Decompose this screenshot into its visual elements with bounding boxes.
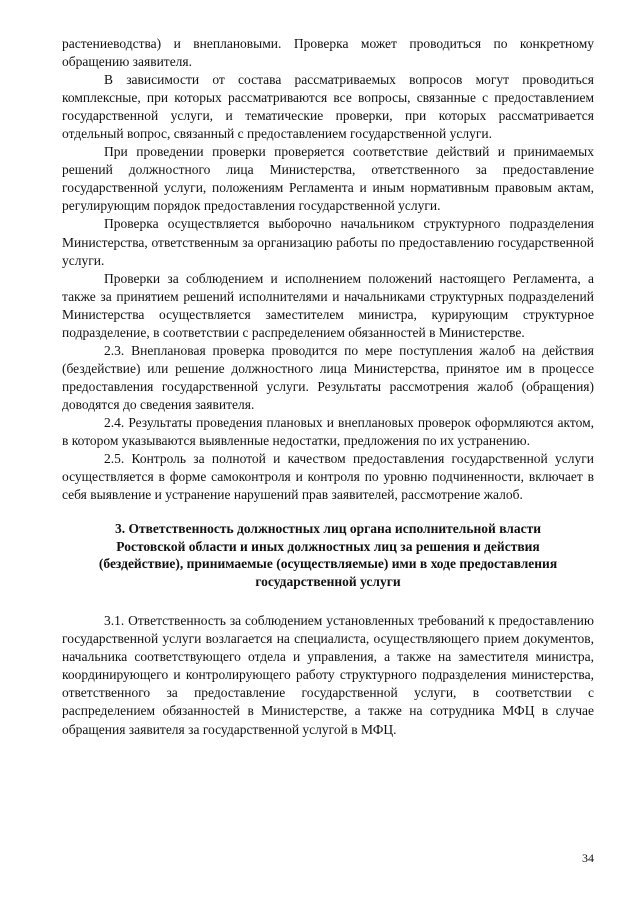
section-heading-line: государственной услуги (255, 573, 401, 589)
paragraph: растениеводства) и внеплановыми. Проверка может проводиться по конкретному обращению заявителя. (62, 36, 594, 70)
paragraph: В зависимости от состава рассматриваемых вопросов могут проводиться комплексные, при которых рассматриваются все вопросы, связанные с предоставлением государственной услуги, и тематические проверки, при которых рассматривается отдельный вопрос, связанный с предоставлением государственной услуги. (62, 72, 594, 142)
paragraph: Проверки за соблюдением и исполнением положений настоящего Регламента, а также за принятием решений исполнителями и начальниками структурных подразделений Министерства осуществляется заместителем министра, курирующим структурное подразделение, в соответствии с распределением обязанностей в Министерстве. (62, 270, 594, 340)
section-heading-line: Ростовской области и иных должностных лиц за решения и действия (116, 538, 540, 554)
section-heading (62, 520, 594, 590)
paragraph: 2.5. Контроль за полнотой и качеством предоставления государственной услуги осуществляется в форме самоконтроля и контроля по уровню подчиненности, включает в себя выявление и устранение нарушений прав заявителей, рассмотрение жалоб. (62, 451, 594, 503)
document-body (62, 35, 594, 739)
paragraph: 2.3. Внеплановая проверка проводится по мере поступления жалоб на действия (бездействие) или решение должностного лица Министерства, принятое им в процессе предоставления государственной услуги. Результаты рассмотрения жалоб (обращения) доводятся до сведения заявителя. (62, 342, 594, 412)
section-heading-line: 3. Ответственность должностных лиц органа исполнительной власти (114, 521, 542, 537)
paragraph: Проверка осуществляется выборочно начальником структурного подразделения Министерства, ответственным за организацию работы по предоставлению государственной услуги. (62, 216, 594, 268)
paragraph: При проведении проверки проверяется соответствие действий и принимаемых решений должностного лица Министерства, ответственного за предоставление государственной услуги, положениям Регламента и иным нормативным правовым актам, регулирующим порядок предоставления государственной услуги. (62, 144, 594, 214)
page-number: 34 (582, 851, 594, 865)
section-heading-line: (бездействие), принимаемые (осуществляемые) ими в ходе предоставления (98, 556, 558, 572)
paragraph: 2.4. Результаты проведения плановых и внеплановых проверок оформляются актом, в котором указываются выявленные недостатки, предложения по их устранению. (62, 414, 594, 449)
paragraph: 3.1. Ответственность за соблюдением установленных требований к предоставлению государственной услуги возлагается на специалиста, осуществляющего прием документов, начальника соответствующего отдела и управления, а также на заместителя министра, координирующего и контролирующего работу структурного подразделения министерства, ответственного за предоставление государственной услуги, в соответствии с распределением обязанностей в Министерстве, а также на сотрудника МФЦ в случае обращения заявителя за государственной услугой в МФЦ. (62, 613, 594, 737)
